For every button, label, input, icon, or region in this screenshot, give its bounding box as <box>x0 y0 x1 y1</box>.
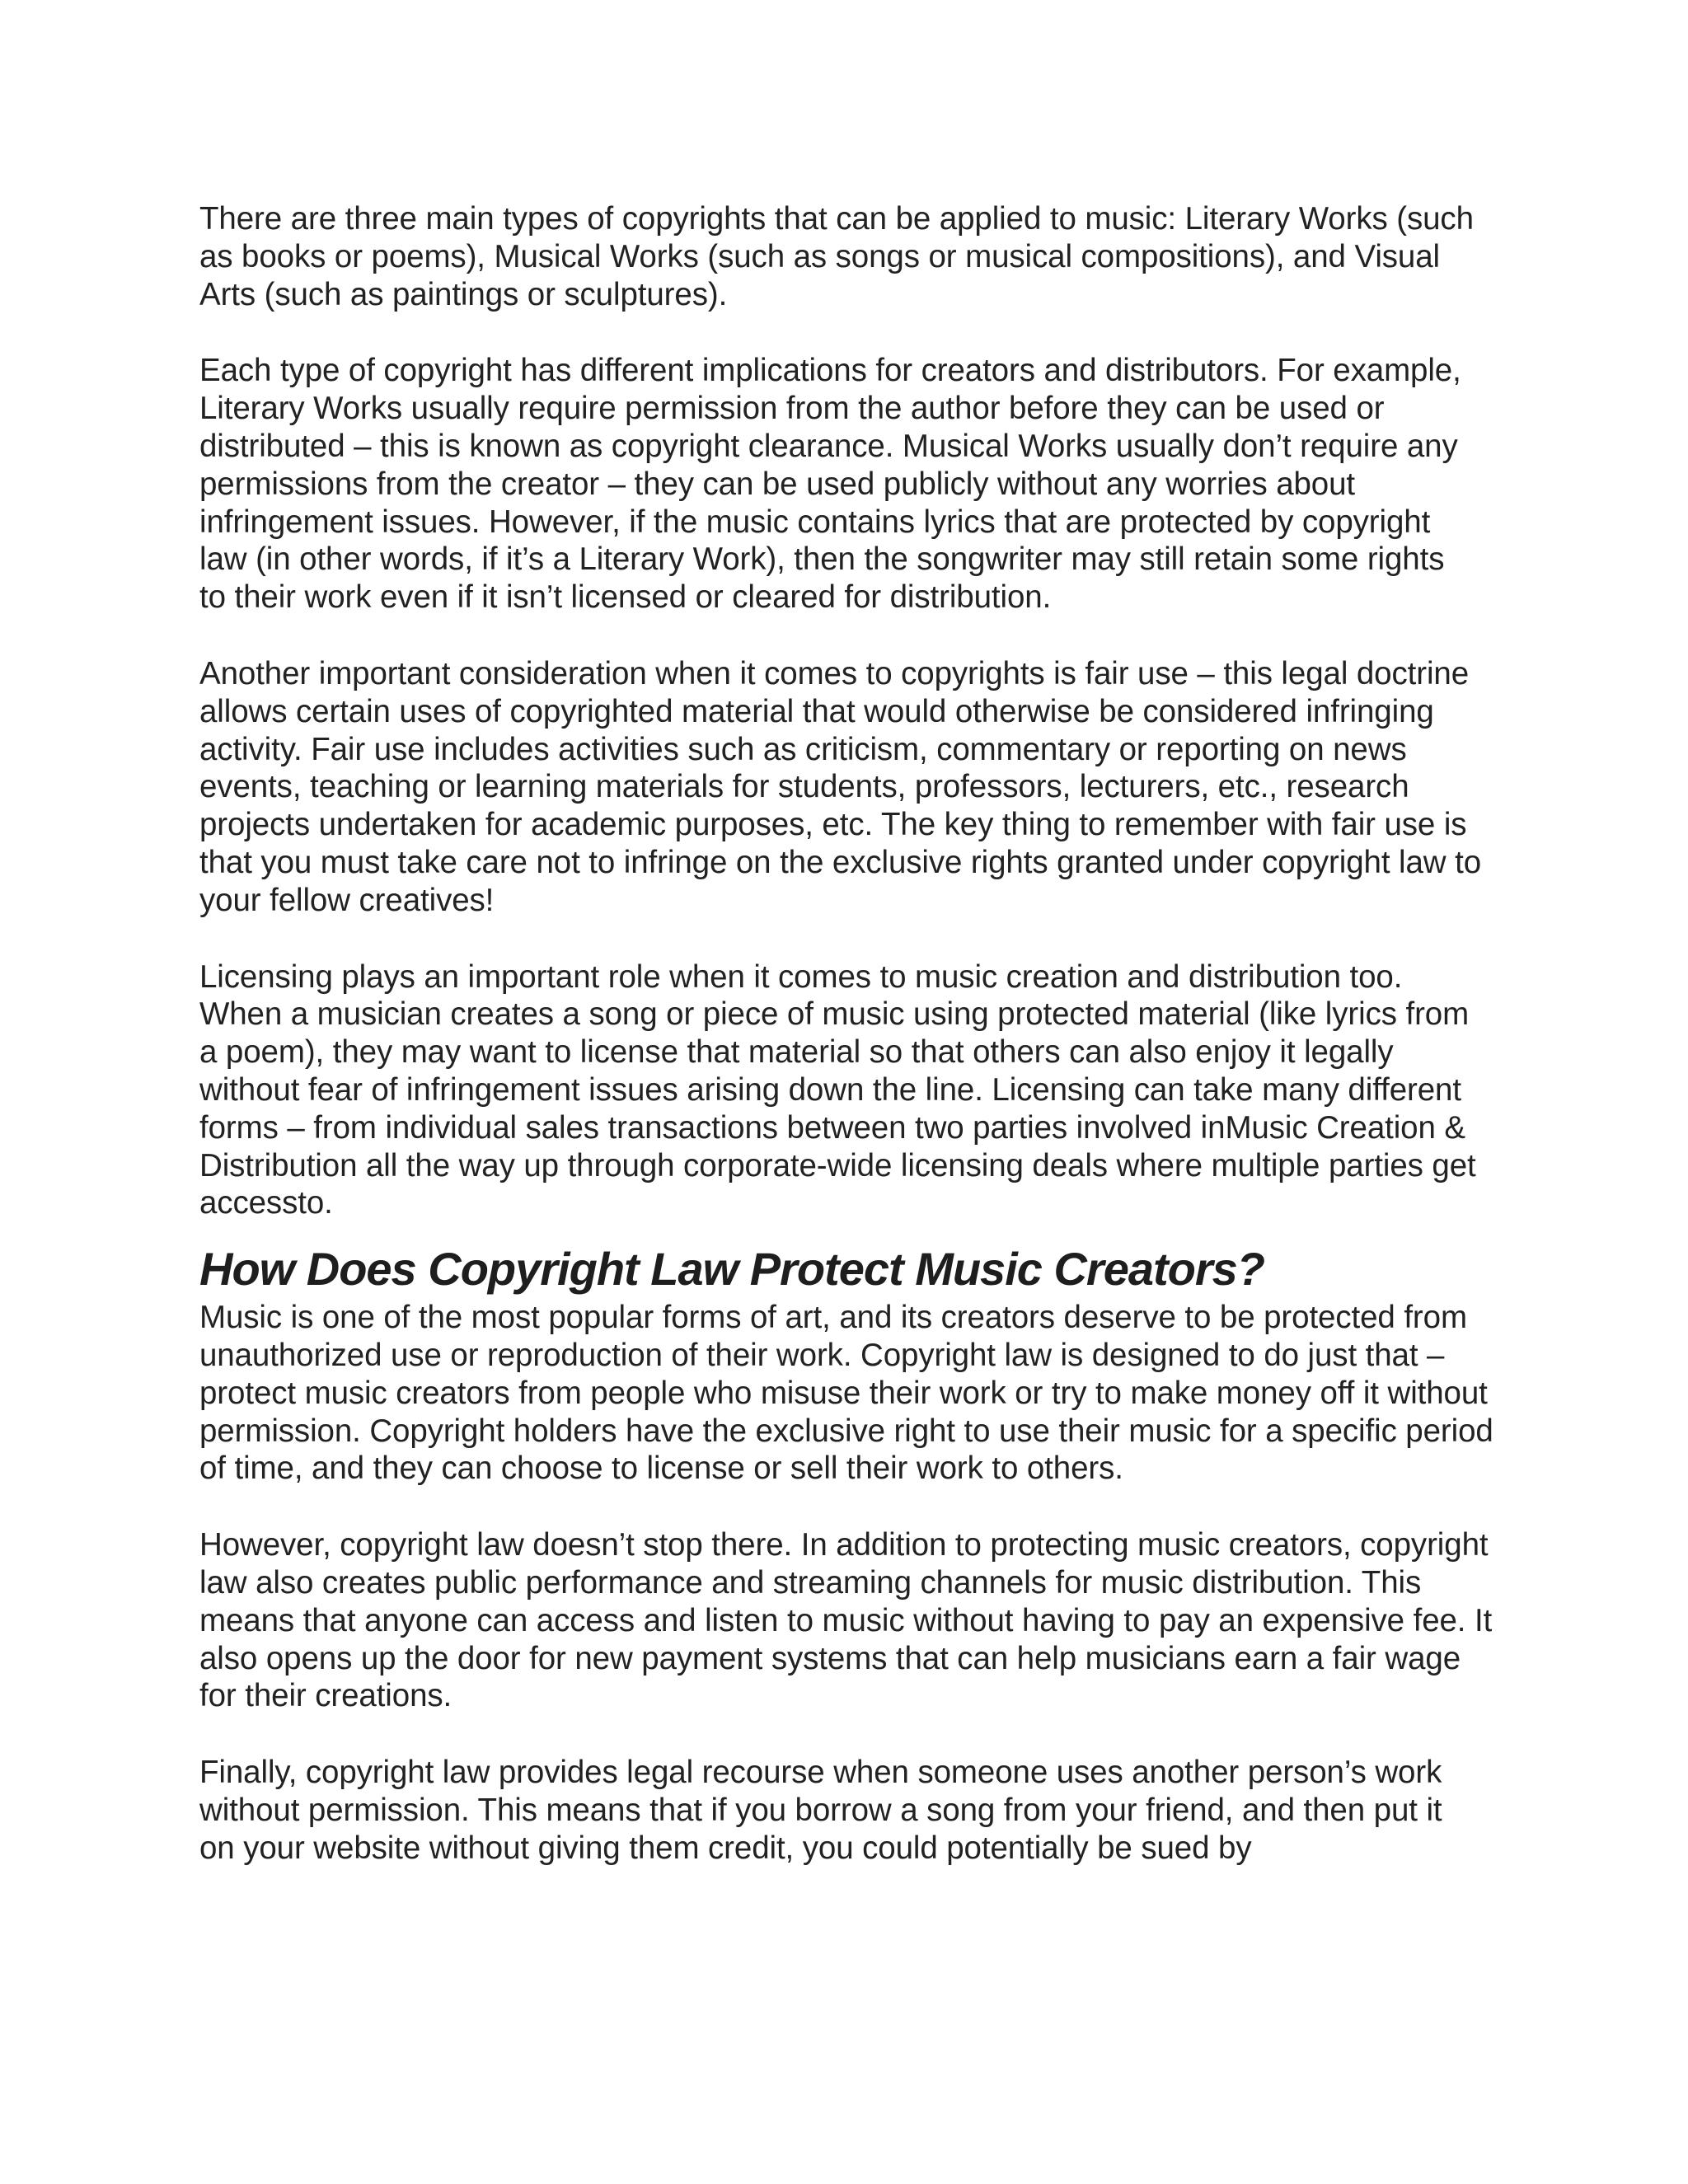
paragraph-music-protection: Music is one of the most popular forms of art, and its creators deserve to be protected from unauthorized use or reproduction of their work. Copyright law is designed to do just that – protect music creators from people who misuse their work or try to make money off it without permission. Copyright holders have the exclusive right to use their music for a specific period of time, and they can choose to license or sell their work to others. <box>199 1300 1493 1487</box>
paragraph-distribution-channels: However, copyright law doesn’t stop there. In addition to protecting music creators, copyright law also creates public performance and streaming channels for music distribution. This means that anyone can access and listen to music without having to pay an expensive fee. It also opens up the door for new payment systems that can help musicians earn a fair wage for their creations. <box>199 1527 1493 1714</box>
paragraph-licensing: Licensing plays an important role when it comes to music creation and distribution too. When a musician creates a song or piece of music using protected material (like lyrics from a poem), they may want to license that material so that others can also enjoy it legally without fear of infringement issues arising down the line. Licensing can take many different forms – from individual sales transactions between two parties involved inMusic Creation & Distribution all the way up through corporate-wide licensing deals where multiple parties get accessto. <box>199 958 1476 1221</box>
paragraph-copyright-types: There are three main types of copyrights that can be applied to music: Literary Works (such as books or poems), Musical Works (such as songs or musical compositions), and Visual Arts (such as paintings or sculptures). <box>199 201 1474 312</box>
paragraph-fair-use: Another important consideration when it comes to copyrights is fair use – this legal doctrine allows certain uses of copyrighted material that would otherwise be considered infringing activity. Fair use includes activities such as criticism, commentary or reporting on news events, teaching or learning materials for students, professors, lecturers, etc., research projects undertaken for academic purposes, etc. The key thing to remember with fair use is that you must take care not to infringe on the exclusive rights granted under copyright law to your fellow creatives! <box>199 655 1482 918</box>
paragraph-copyright-implications: Each type of copyright has different implications for creators and distributors. For example, Literary Works usually require permission from the author before they can be used or distributed – this is known as copyright clearance. Musical Works usually don’t require any permissions from the creator – they can be used publicly without any worries about infringement issues. However, if the music contains lyrics that are protected by copyright law (in other words, if it’s a Literary Work), then the songwriter may still retain some rights to their work even if it isn’t licensed or cleared for distribution. <box>199 353 1461 616</box>
section-body <box>199 1299 1498 1867</box>
section-heading: How Does Copyright Law Protect Music Creators? <box>199 1243 1264 1296</box>
paragraph-legal-recourse: Finally, copyright law provides legal recourse when someone uses another person’s work without permission. This means that if you borrow a song from your friend, and then put it on your website without giving them credit, you could potentially be sued by <box>199 1755 1442 1866</box>
document-body <box>199 200 1498 1905</box>
